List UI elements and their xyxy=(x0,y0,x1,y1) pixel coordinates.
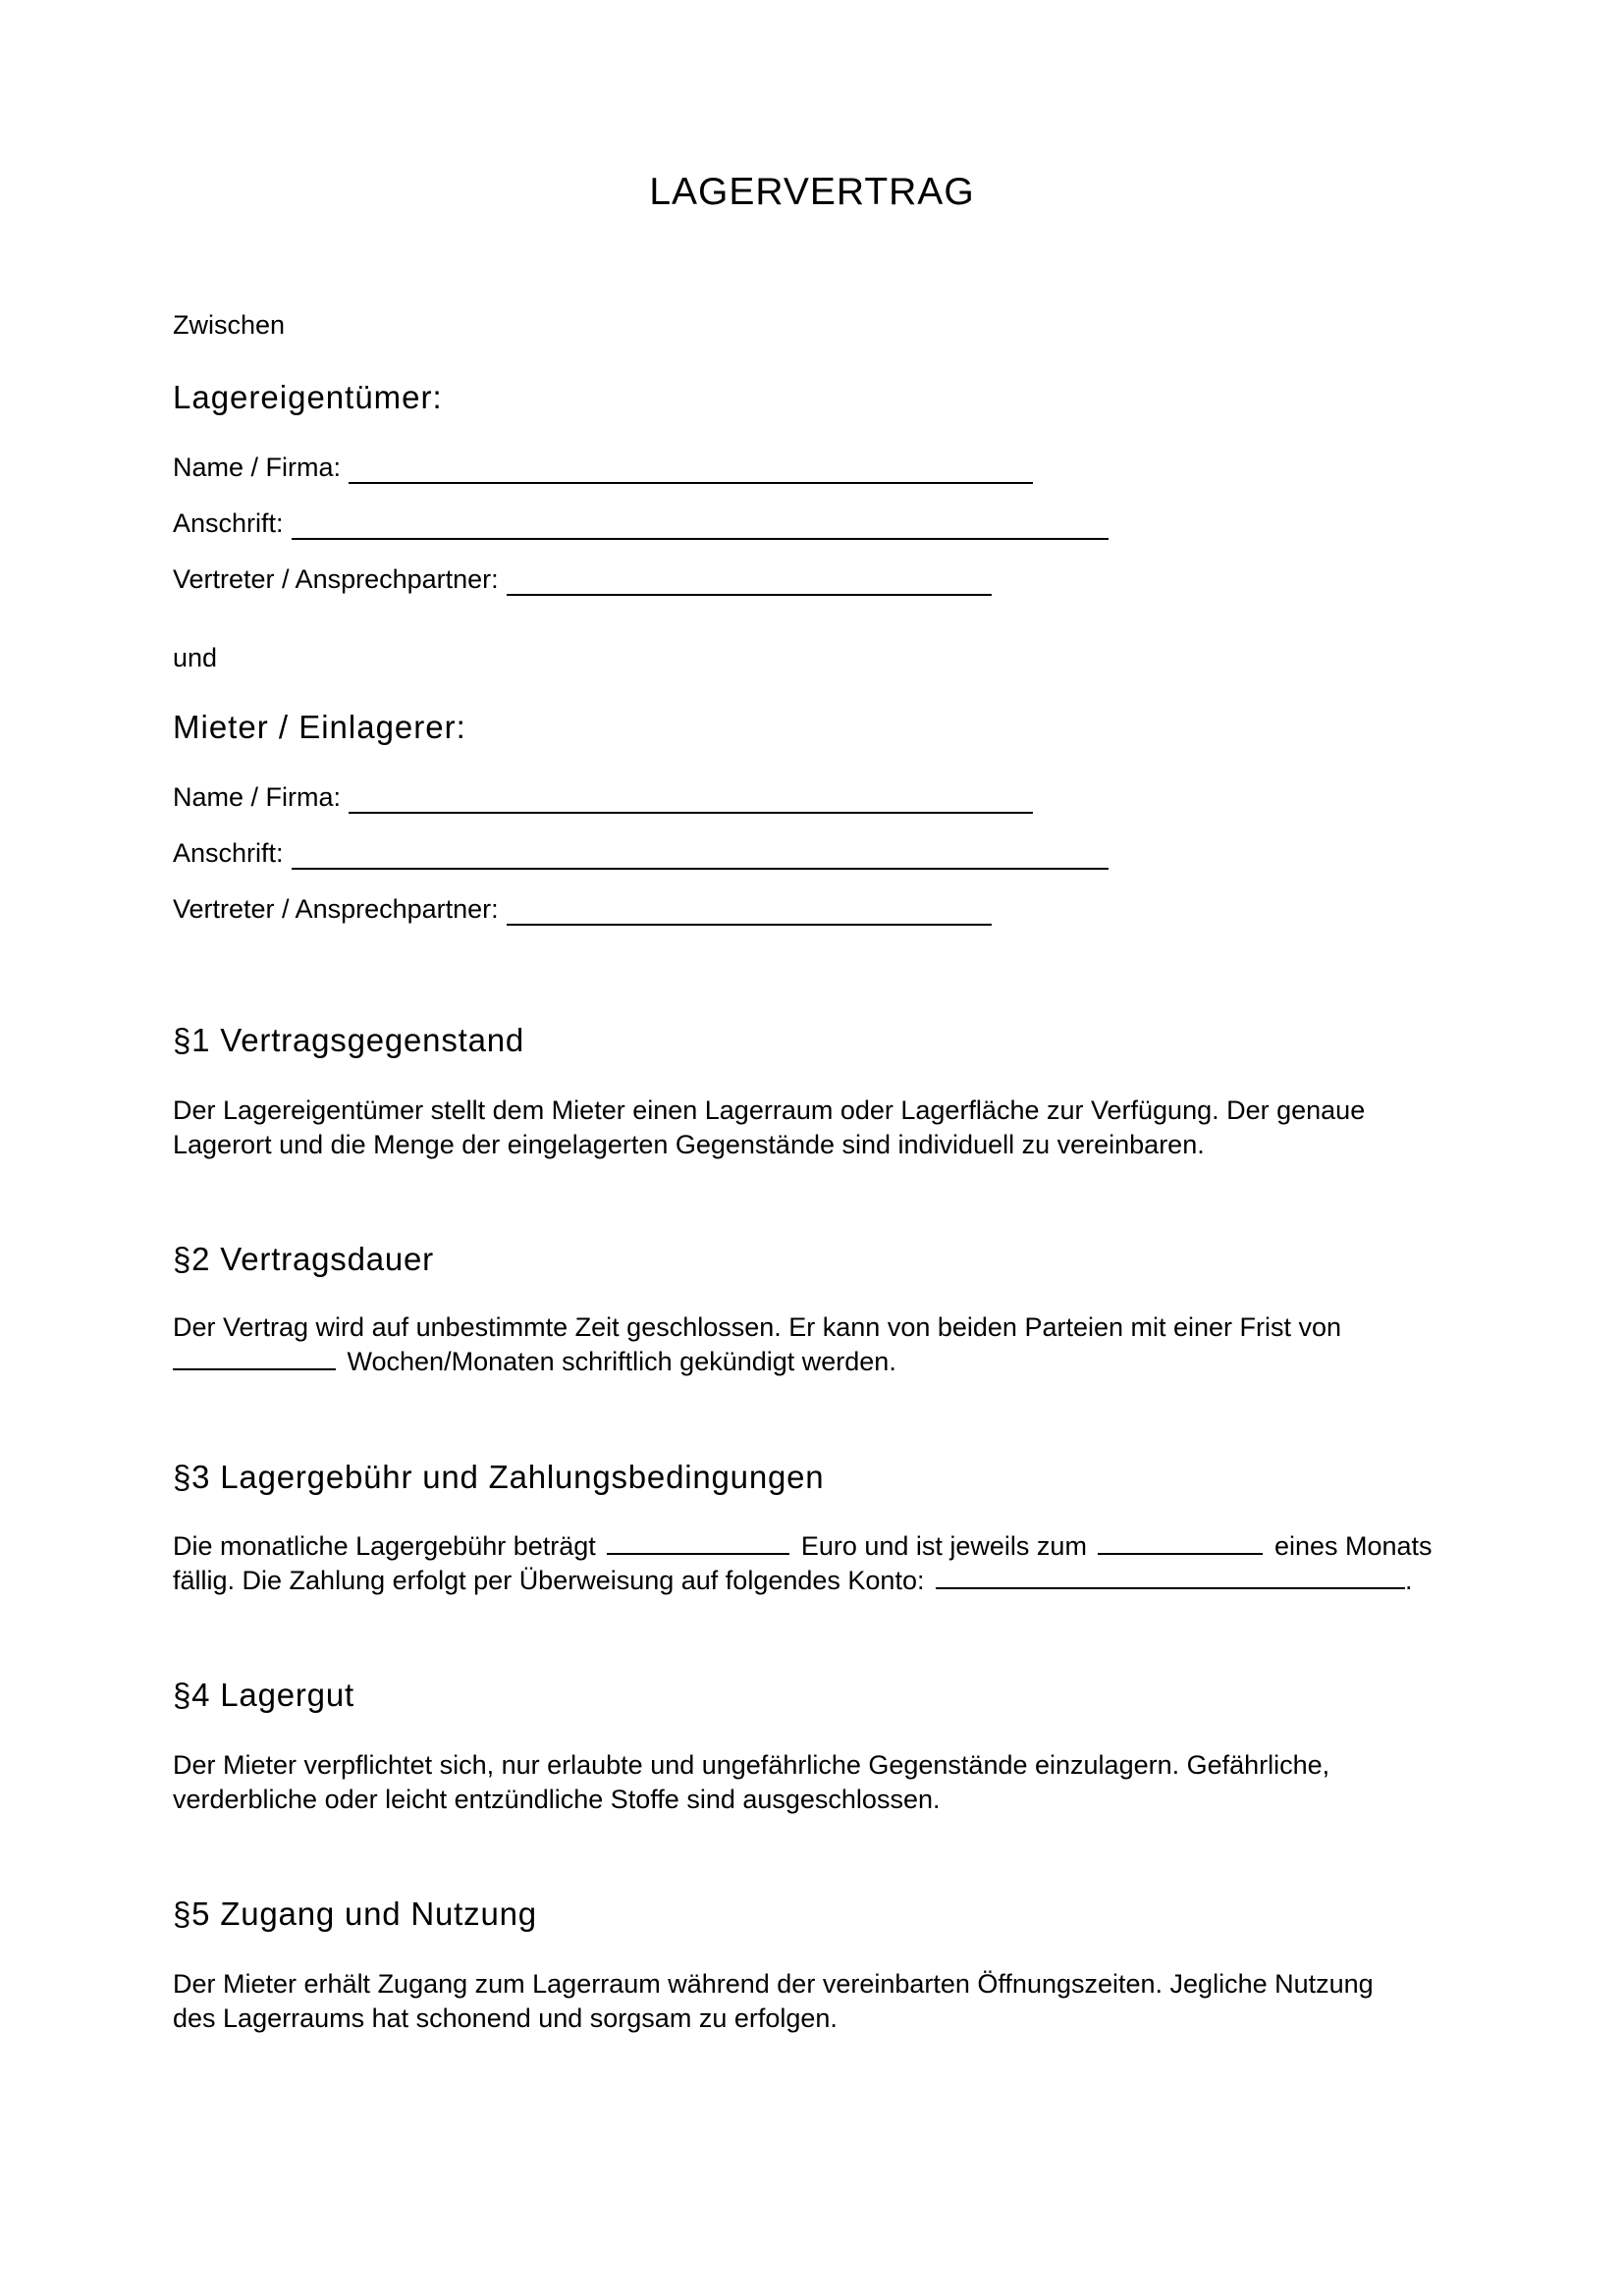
owner-address-label: Anschrift: xyxy=(173,508,284,538)
section-1-line-2: Lagerort und die Menge der eingelagerten Gegenstände sind individuell zu vereinbaren. xyxy=(173,1130,1205,1159)
document-title: LAGERVERTRAG xyxy=(649,171,975,213)
section-4-line-2: verderbliche oder leicht entzündliche Stoffe sind ausgeschlossen. xyxy=(173,1785,941,1814)
section-3-account-text: fällig. Die Zahlung erfolgt per Überweisung auf folgendes Konto: xyxy=(173,1566,925,1595)
section-1-heading: §1 Vertragsgegenstand xyxy=(173,1022,525,1058)
tenant-name-label: Name / Firma: xyxy=(173,782,342,812)
due-day-field[interactable] xyxy=(1098,1529,1263,1555)
owner-address-row xyxy=(173,507,1109,540)
section-3-month-text: eines Monats xyxy=(1273,1531,1433,1561)
owner-address-field[interactable] xyxy=(292,514,1109,540)
tenant-contact-field[interactable] xyxy=(507,900,992,926)
section-2-line-1: Der Vertrag wird auf unbestimmte Zeit geschlossen. Er kann von beiden Parteien mit einer Frist von xyxy=(173,1312,1342,1342)
tenant-heading: Mieter / Einlagerer: xyxy=(173,709,466,745)
tenant-name-field[interactable] xyxy=(349,788,1033,814)
intro-text: Zwischen xyxy=(173,310,286,340)
section-3-due-text: Euro und ist jeweils zum xyxy=(800,1531,1087,1561)
fee-amount-field[interactable] xyxy=(607,1529,789,1555)
section-2-line-2-text: Wochen/Monaten schriftlich gekündigt werden. xyxy=(347,1347,896,1376)
owner-name-row xyxy=(173,451,1033,484)
section-3-period: . xyxy=(1404,1566,1413,1595)
section-5-line-1: Der Mieter erhält Zugang zum Lagerraum während der vereinbarten Öffnungszeiten. Jegliche Nutzung xyxy=(173,1969,1374,1999)
section-1-line-1: Der Lagereigentümer stellt dem Mieter einen Lagerraum oder Lagerfläche zur Verfügung. Der genaue xyxy=(173,1095,1366,1125)
tenant-contact-label: Vertreter / Ansprechpartner: xyxy=(173,894,499,924)
owner-contact-label: Vertreter / Ansprechpartner: xyxy=(173,564,499,594)
tenant-address-label: Anschrift: xyxy=(173,838,284,868)
tenant-contact-row xyxy=(173,892,992,926)
connector-text: und xyxy=(173,643,218,672)
owner-name-label: Name / Firma: xyxy=(173,453,342,482)
section-3-heading: §3 Lagergebühr und Zahlungsbedingungen xyxy=(173,1459,825,1495)
section-4-heading: §4 Lagergut xyxy=(173,1677,354,1713)
owner-heading: Lagereigentümer: xyxy=(173,379,443,415)
section-5-text xyxy=(173,1967,1469,2036)
tenant-address-row xyxy=(173,836,1109,870)
owner-name-field[interactable] xyxy=(349,458,1033,484)
section-5-heading: §5 Zugang und Nutzung xyxy=(173,1896,537,1932)
tenant-address-field[interactable] xyxy=(292,844,1109,870)
owner-contact-row xyxy=(173,562,992,596)
owner-contact-field[interactable] xyxy=(507,570,992,596)
tenant-name-row xyxy=(173,780,1033,814)
section-4-line-1: Der Mieter verpflichtet sich, nur erlaubte und ungefährliche Gegenstände einzulagern. Gefährliche, xyxy=(173,1750,1330,1780)
notice-period-field[interactable] xyxy=(173,1345,336,1370)
section-2-text xyxy=(173,1310,1469,1379)
section-3-line-2 xyxy=(173,1564,1469,1598)
section-2-line-2 xyxy=(173,1345,1469,1379)
section-4-text xyxy=(173,1748,1469,1817)
section-3-fee-text: Die monatliche Lagergebühr beträgt xyxy=(173,1531,596,1561)
account-field[interactable] xyxy=(936,1564,1405,1589)
section-2-heading: §2 Vertragsdauer xyxy=(173,1241,434,1277)
section-1-text xyxy=(173,1094,1469,1162)
section-3-line-1 xyxy=(173,1529,1469,1564)
section-5-line-2: des Lagerraums hat schonend und sorgsam zu erfolgen. xyxy=(173,2003,838,2033)
section-3-text xyxy=(173,1529,1469,1598)
